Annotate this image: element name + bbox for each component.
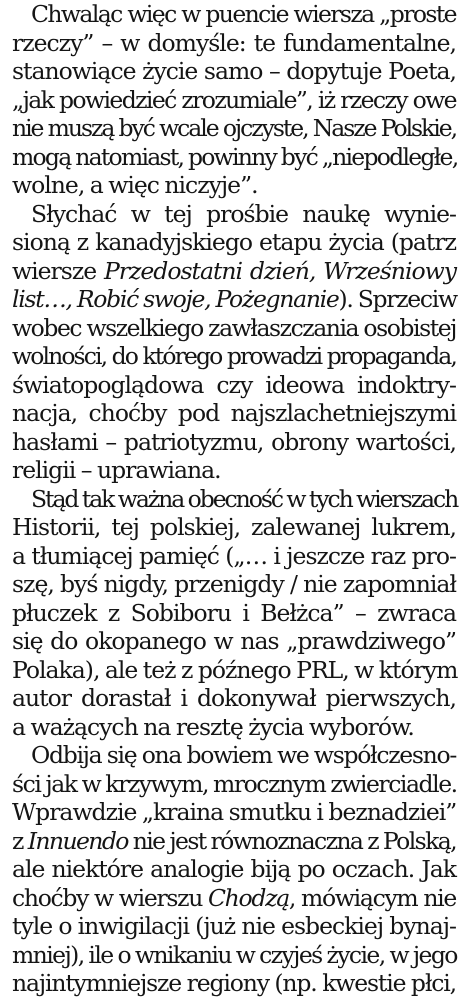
text-segment: , mówiącym nie bbox=[288, 883, 456, 912]
text-line bbox=[12, 0, 456, 29]
text-segment: hasłami – patriotyzmu, obrony wartości, bbox=[12, 427, 456, 456]
italic-title: Innuendo bbox=[27, 826, 128, 855]
text-segment: stanowiące życie samo – dopytuje Poeta, bbox=[12, 57, 456, 85]
text-line bbox=[12, 200, 456, 229]
text-line bbox=[12, 143, 456, 172]
text-line bbox=[12, 969, 456, 998]
text-segment: ale niektóre analogie biją po oczach. Jak bbox=[12, 855, 456, 883]
text-segment: mniej), ile o wnikaniu w czyjeś życie, w jego bbox=[12, 940, 457, 969]
text-line bbox=[12, 570, 456, 599]
text-segment: tyle o inwigilacji (już nie esbeckiej bynaj- bbox=[12, 912, 456, 940]
italic-title: Przedostatni dzień, Wrześniowy bbox=[103, 256, 457, 285]
text-segment: płuczek z Sobiboru i Bełżca” – zwraca bbox=[12, 598, 456, 627]
text-segment: ). Sprzeciw bbox=[338, 285, 457, 313]
text-segment: a ważących na resztę życia wyborów. bbox=[12, 712, 414, 741]
text-line bbox=[12, 485, 456, 514]
text-segment: wiersze bbox=[12, 256, 104, 285]
text-line bbox=[12, 228, 456, 257]
text-segment: się do okopanego w nas „prawdziwego” bbox=[12, 627, 456, 655]
text-line bbox=[12, 371, 456, 400]
text-line bbox=[12, 171, 456, 200]
text-segment: nacja, choćby pod najszlachetniejszymi bbox=[12, 399, 456, 427]
text-segment: najintymniejsze regiony (np. kwestie płci, bbox=[12, 969, 456, 997]
text-line bbox=[12, 29, 456, 58]
text-line bbox=[12, 713, 456, 742]
text-line bbox=[12, 456, 456, 485]
text-segment: sioną z kanadyjskiego etapu życia (patrz bbox=[12, 228, 456, 256]
text-line bbox=[12, 257, 456, 286]
text-line bbox=[12, 399, 456, 428]
text-line bbox=[12, 827, 456, 856]
text-line bbox=[12, 314, 456, 343]
text-segment: nie muszą być wcale ojczyste, Nasze Polskie, bbox=[12, 114, 456, 142]
text-segment: Chwaląc więc w puencie wiersza „proste bbox=[31, 0, 456, 28]
text-segment: religii – uprawiana. bbox=[12, 456, 221, 484]
text-segment: a tłumiącej pamięć („… i jeszcze raz pro- bbox=[12, 541, 456, 570]
text-segment: Historii, tej polskiej, zalewanej lukrem, bbox=[12, 513, 456, 541]
text-line bbox=[12, 57, 456, 86]
text-segment: choćby w wierszu bbox=[12, 883, 208, 912]
text-segment: Wprawdzie „kraina smutku i beznadziei” bbox=[12, 798, 457, 826]
text-segment: ści jak w krzywym, mrocznym zwierciadle. bbox=[12, 769, 457, 798]
text-segment: Słychać w tej prośbie naukę wynie- bbox=[31, 199, 456, 228]
text-line bbox=[12, 684, 456, 713]
text-line bbox=[12, 798, 456, 827]
text-segment: Polaka), ale też z późnego PRL, w którym bbox=[12, 655, 458, 684]
text-line bbox=[12, 513, 456, 542]
text-segment: wobec wszelkiego zawłaszczania osobistej bbox=[12, 313, 456, 342]
text-segment: z bbox=[12, 826, 28, 855]
article-body bbox=[12, 0, 456, 998]
italic-title: Chodzą bbox=[208, 883, 289, 912]
text-segment: rzeczy” – w domyśle: te fundamentalne, bbox=[12, 28, 456, 57]
text-segment: nie jest równoznaczna z Polską, bbox=[127, 826, 457, 855]
text-segment: światopoglądowa czy ideowa indoktry- bbox=[12, 370, 456, 399]
text-line bbox=[12, 599, 456, 628]
italic-title: list…, Robić swoje, Pożegnanie bbox=[12, 285, 339, 313]
text-segment: wolności, do którego prowadzi propaganda, bbox=[12, 342, 456, 370]
text-line bbox=[12, 114, 456, 143]
text-line bbox=[12, 741, 456, 770]
text-line bbox=[12, 627, 456, 656]
text-segment: mogą natomiast, powinny być „niepodległe, bbox=[12, 142, 458, 171]
text-line bbox=[12, 884, 456, 913]
text-segment: Odbija się ona bowiem we współczesno- bbox=[31, 741, 456, 769]
text-line bbox=[12, 912, 456, 941]
text-line bbox=[12, 770, 456, 799]
text-segment: autor dorastał i dokonywał pierwszych, bbox=[12, 684, 456, 712]
text-segment: wolne, a więc niczyje”. bbox=[12, 171, 258, 199]
text-line bbox=[12, 285, 456, 314]
text-line bbox=[12, 86, 456, 115]
text-line bbox=[12, 855, 456, 884]
text-line bbox=[12, 342, 456, 371]
text-line bbox=[12, 542, 456, 571]
text-segment: „jak powiedzieć zrozumiale”, iż rzeczy owe bbox=[12, 85, 456, 114]
text-line bbox=[12, 428, 456, 457]
text-segment: Stąd tak ważna obecność w tych wierszach bbox=[31, 484, 458, 513]
text-line bbox=[12, 656, 456, 685]
text-line bbox=[12, 941, 456, 970]
text-segment: szę, byś nigdy, przenigdy / nie zapomniał bbox=[12, 570, 456, 598]
